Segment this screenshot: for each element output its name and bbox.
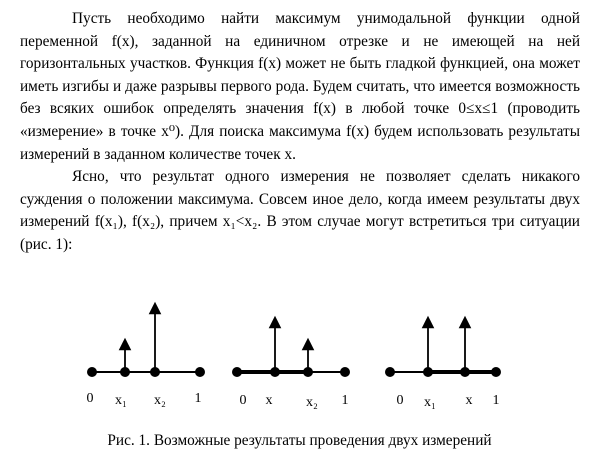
paragraph-1: Пусть необходимо найти максимум унимодальной функции одной переменной f(x), заданной на единичном отрезке и не имеющей на ней горизонтальных участков. Функция f(x) может не быть гладкой функцией, она может иметь изгибы и даже разрывы первого рода. Будем считать, что имеется возможность без всяких ошибок определять значения f(x) в любой точке 0≤x≤1 (проводить «измерение» в точке x⁰). Для поиска максимума f(x) будем использовать результаты измерений в заданном количестве точек x. (20, 10, 580, 163)
point-0 (232, 367, 242, 377)
panel-1 (87, 308, 206, 408)
body-text (20, 8, 580, 257)
tick-label: 0 (396, 393, 404, 408)
tick-label: x₁ (424, 395, 436, 410)
tick-label: 1 (492, 393, 500, 408)
panel-2 (232, 322, 350, 410)
point-1 (195, 367, 205, 377)
tick-label: x₂ (154, 393, 166, 408)
tick-label: x₁ (115, 393, 127, 408)
figure-caption: Рис. 1. Возможные результаты проведения двух измерений (107, 432, 492, 449)
tick-label: 1 (341, 393, 349, 408)
figure-1 (0, 300, 599, 420)
tick-label: x (265, 393, 273, 408)
point-1 (340, 367, 350, 377)
tick-label: 0 (86, 391, 94, 406)
point-1 (491, 367, 501, 377)
tick-label: x₂ (306, 395, 318, 410)
tick-label: 1 (194, 391, 202, 406)
tick-label: x (465, 393, 473, 408)
paragraph-2: Ясно, что результат одного измерения не позволяет сделать никакого суждения о положении максимума. Совсем иное дело, когда имеем результаты двух измерений f(x₁), f(x₂), причем x₁<x₂. В этом случае могут встретиться три ситуации (рис. 1): (20, 168, 580, 253)
point-0 (87, 367, 97, 377)
panel-3 (385, 322, 501, 410)
tick-label: 0 (239, 393, 247, 408)
point-0 (385, 367, 395, 377)
